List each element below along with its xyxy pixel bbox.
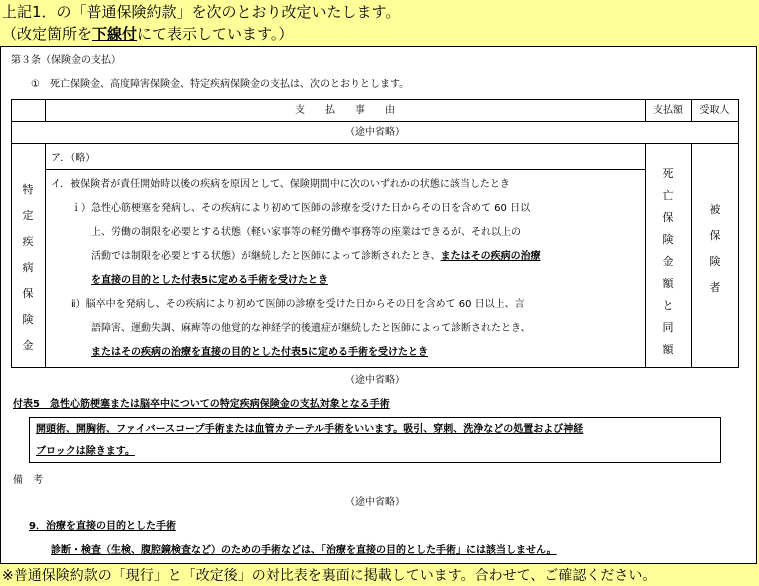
sub-clause-2-line-1: ⅱ）脳卒中を発病し、その疾病により初めて医師の診療を受けた日からその日を含めて 60 日以上、言: [71, 299, 525, 310]
amount-char: 同: [662, 321, 674, 334]
amount-char: 死: [662, 167, 674, 180]
table-line: [645, 143, 646, 367]
article-title: 第３条（保険金の支払）: [11, 55, 121, 66]
header-line-2-emphasis: 下線付: [92, 25, 138, 43]
amount-value: [658, 163, 678, 361]
row-label-char: 疾: [22, 235, 34, 248]
appendix-5-box-line-2: ブロックは除きます。: [36, 446, 135, 457]
sub-clause-1-line-4-revision: を直接の目的とした付表5に定める手術を受けたとき: [91, 275, 328, 286]
sub-clause-1-line-3: [91, 249, 541, 265]
row-label-char: 金: [22, 339, 34, 352]
omitted-row: （途中省略）: [345, 127, 405, 138]
amount-char: 保: [662, 211, 674, 224]
amount-char: 額: [662, 343, 674, 356]
recipient-char: 険: [709, 255, 721, 268]
table-line: [45, 143, 46, 367]
appendix-5-box: [29, 417, 721, 463]
article-item-1: ① 死亡保険金、高度障害保険金、特定疾病保険金の支払は、次のとおりとします。: [31, 79, 410, 90]
header-line-2-suffix: にて表示しています。）: [137, 25, 294, 43]
table-line: [11, 367, 739, 368]
table-line: [691, 143, 692, 367]
row-label-char: 定: [22, 209, 34, 222]
omitted-line-2: （途中省略）: [345, 375, 405, 386]
row-label-char: 病: [22, 261, 34, 274]
amount-char: 金: [662, 255, 674, 268]
item-9-body: 診断・検査（生検、腹腔鏡検査など）のための手術などは、「治療を直接の目的とした手術」には該当しません。: [51, 545, 557, 556]
row-label-char: 保: [22, 287, 34, 300]
remarks-label: 備 考: [13, 475, 43, 486]
table-line: [11, 99, 739, 100]
sub-clause-1-line-3-plain: 活動では制限を必要とする状態）が継続したと医師によって診断されたとき、: [91, 251, 441, 262]
appendix-5-box-line-1: 開頭術、開胸術、ファイバースコープ手術または血管カテーテル手術をいいます。吸引、穿刺、洗浄などの処置および神経: [36, 424, 584, 435]
amount-char: と: [662, 299, 674, 312]
amount-char: 亡: [662, 189, 674, 202]
sub-clause-1-line-1: ｉ）急性心筋梗塞を発病し、その疾病により初めて医師の診療を受けた日からその日を含めて 60 日以: [71, 203, 531, 214]
recipient-char: 被: [709, 203, 721, 216]
row-label-char: 険: [22, 313, 34, 326]
row-label-char: 特: [22, 183, 34, 196]
clause-a: ア．（略）: [51, 153, 96, 164]
omitted-line-3: （途中省略）: [345, 497, 405, 508]
recipient-char: 保: [709, 229, 721, 242]
recipient-char: 者: [709, 281, 721, 294]
document-panel: [0, 46, 757, 564]
column-header-amount: 支払額: [653, 105, 683, 116]
footer-note: ※普通保険約款の「現行」と「改定後」の対比表を裏面に掲載しています。合わせて、ご確認ください。: [2, 568, 657, 584]
sub-clause-1-revision: またはその疾病の治療: [440, 251, 541, 262]
sub-clause-1-line-2: 上、労働の制限を必要とする状態（軽い家事等の軽労働や事務等の座業はできるが、それ以上の: [91, 227, 521, 238]
table-line: [11, 143, 739, 144]
item-9-title: 9．治療を直接の目的とした手術: [29, 521, 176, 532]
header-line-2-prefix: （改定箇所を: [2, 25, 93, 43]
clause-i: イ．被保険者が責任開始時以後の疾病を原因として、保険期間中に次のいずれかの状態に該当したとき: [51, 179, 510, 190]
column-header-recipient: 受取人: [699, 105, 730, 116]
row-label-critical-illness: [18, 177, 38, 359]
header-line-2: [2, 24, 293, 44]
amount-char: 額: [662, 277, 674, 290]
header-line-1: 上記1．の「普通保険約款」を次のとおり改定いたします。: [2, 3, 401, 21]
recipient-value: [705, 197, 725, 301]
table-line: [45, 169, 645, 170]
appendix-5-title: 付表5 急性心筋梗塞または脳卒中についての特定疾病保険金の支払対象となる手術: [13, 399, 390, 410]
table-line: [11, 121, 739, 122]
sub-clause-2-line-3-revision: またはその疾病の治療を直接の目的とした付表5に定める手術を受けたとき: [91, 347, 428, 358]
column-header-reason: 支 払 事 由: [295, 105, 395, 116]
sub-clause-2-line-2: 語障害、運動失調、麻痺等の他覚的な神経学的後遺症が継続したと医師によって診断されたとき、: [91, 323, 531, 334]
amount-char: 険: [662, 233, 674, 246]
